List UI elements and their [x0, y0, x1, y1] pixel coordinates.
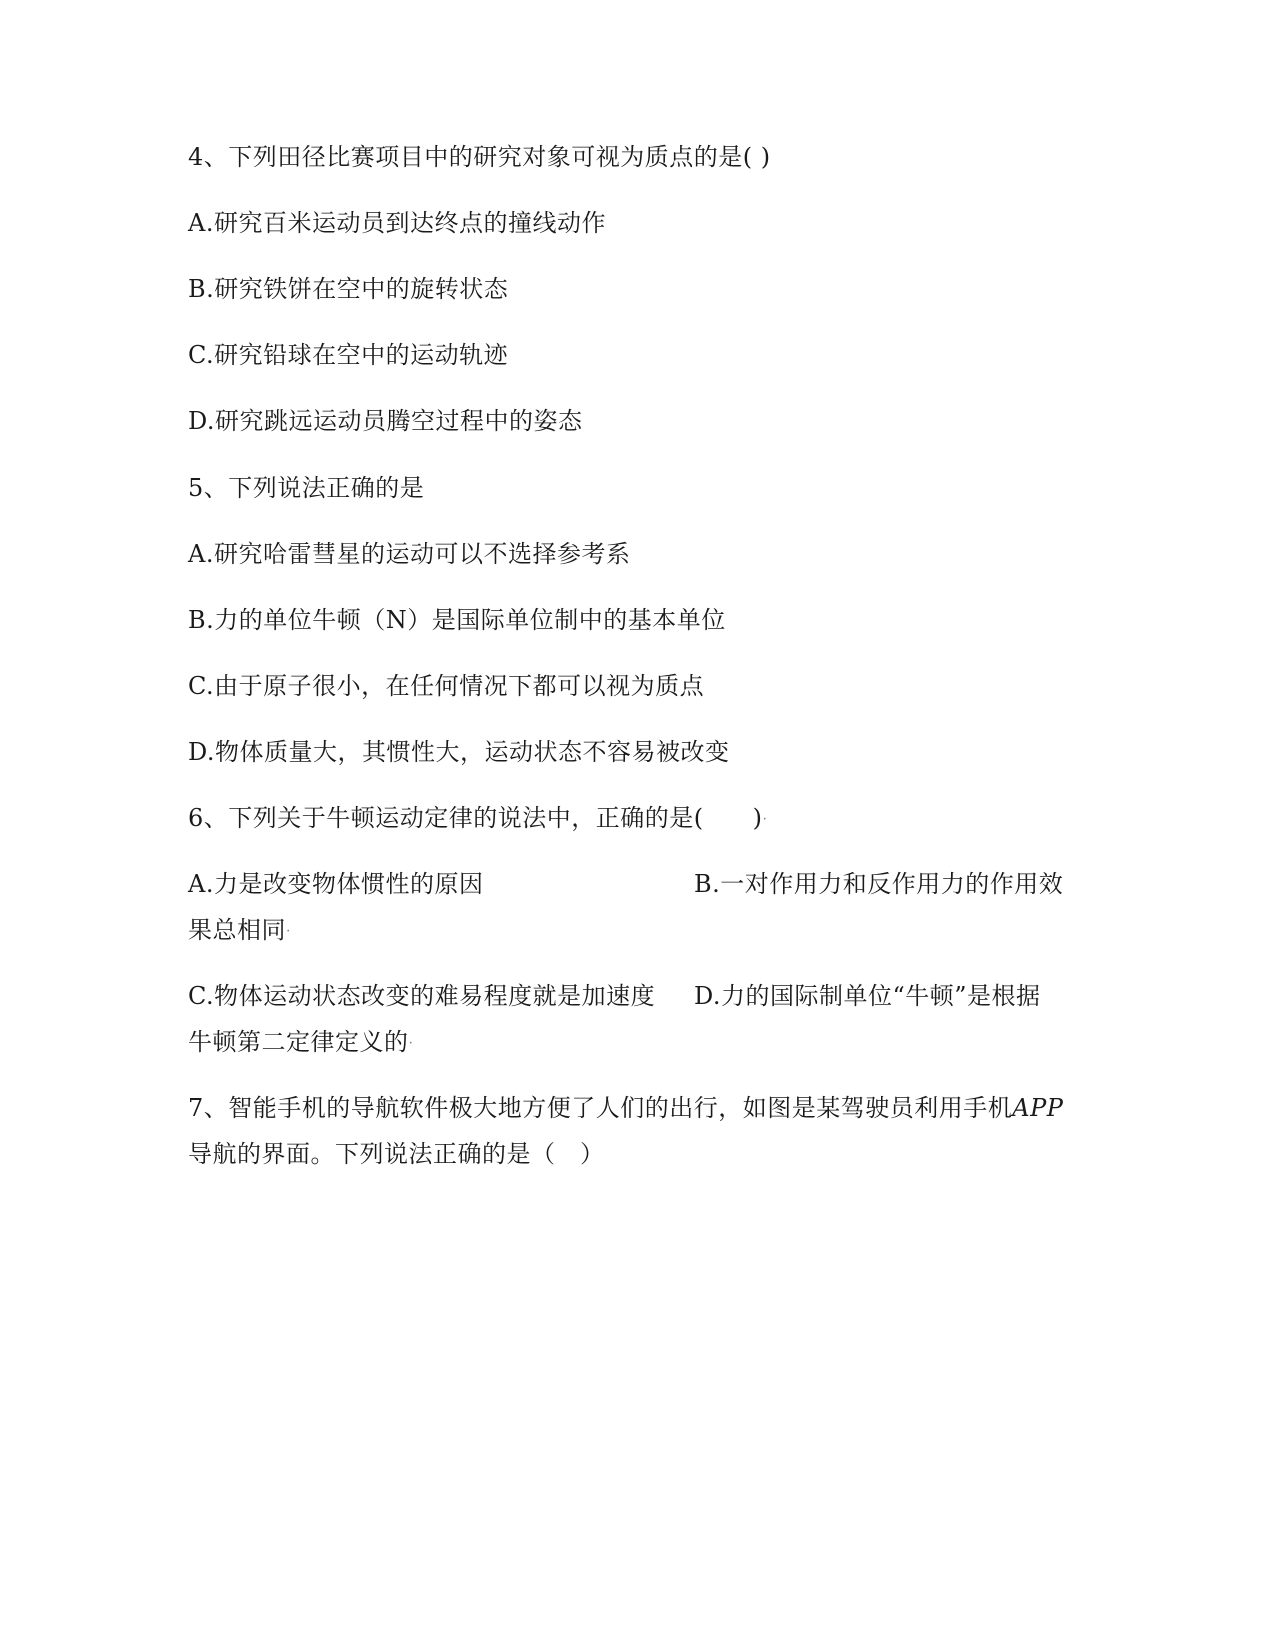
question-7-stem-prefix: 7、智能手机的导航软件极大地方便了人们的出行，如图是某驾驶员利用手机 [188, 1094, 1013, 1122]
question-6-option-b-line2: 果总相同 [188, 916, 286, 944]
question-6-option-b-line1: B.一对作用力和反作用力的作用效 [694, 870, 1064, 898]
question-6-option-d-line2: 牛顿第二定律定义的 [188, 1028, 409, 1056]
question-6-stem: 6、下列关于牛顿运动定律的说法中，正确的是( ) [188, 804, 763, 832]
question-6-option-a: A.力是改变物体惯性的原因 [188, 870, 484, 898]
question-4-option-a: A.研究百米运动员到达终点的撞线动作 [188, 209, 606, 237]
question-4-stem: 4、下列田径比赛项目中的研究对象可视为质点的是( ) [188, 143, 771, 171]
question-6-option-d-line1: D.力的国际制单位“牛顿”是根据 [694, 982, 1041, 1010]
question-6-option-d-line2-row [188, 1026, 413, 1060]
question-7-stem-line2: 导航的界面。下列说法正确的是（ ） [188, 1140, 605, 1168]
question-5-option-a: A.研究哈雷彗星的运动可以不选择参考系 [188, 540, 631, 568]
question-6-option-c: C.物体运动状态改变的难易程度就是加速度 [188, 982, 656, 1010]
question-6-option-b-line2-row [188, 914, 291, 948]
question-4-option-c: C.研究铅球在空中的运动轨迹 [188, 341, 509, 369]
paragraph-mark: · [286, 923, 291, 940]
paragraph-mark: · [762, 811, 768, 828]
question-5-stem: 5、下列说法正确的是 [188, 474, 425, 502]
question-4-option-d: D.研究跳远运动员腾空过程中的姿态 [188, 407, 583, 435]
question-5-option-d: D.物体质量大，其惯性大，运动状态不容易被改变 [188, 738, 730, 766]
question-7-app-term: APP [1012, 1094, 1064, 1122]
question-5-option-b: B.力的单位牛顿（N）是国际单位制中的基本单位 [188, 606, 726, 634]
question-6-stem-row [188, 802, 767, 836]
question-4-option-b: B.研究铁饼在空中的旋转状态 [188, 275, 509, 303]
question-5-option-c: C.由于原子很小，在任何情况下都可以视为质点 [188, 672, 705, 700]
paragraph-mark: · [408, 1035, 414, 1052]
question-7-stem-line1 [188, 1092, 1063, 1124]
